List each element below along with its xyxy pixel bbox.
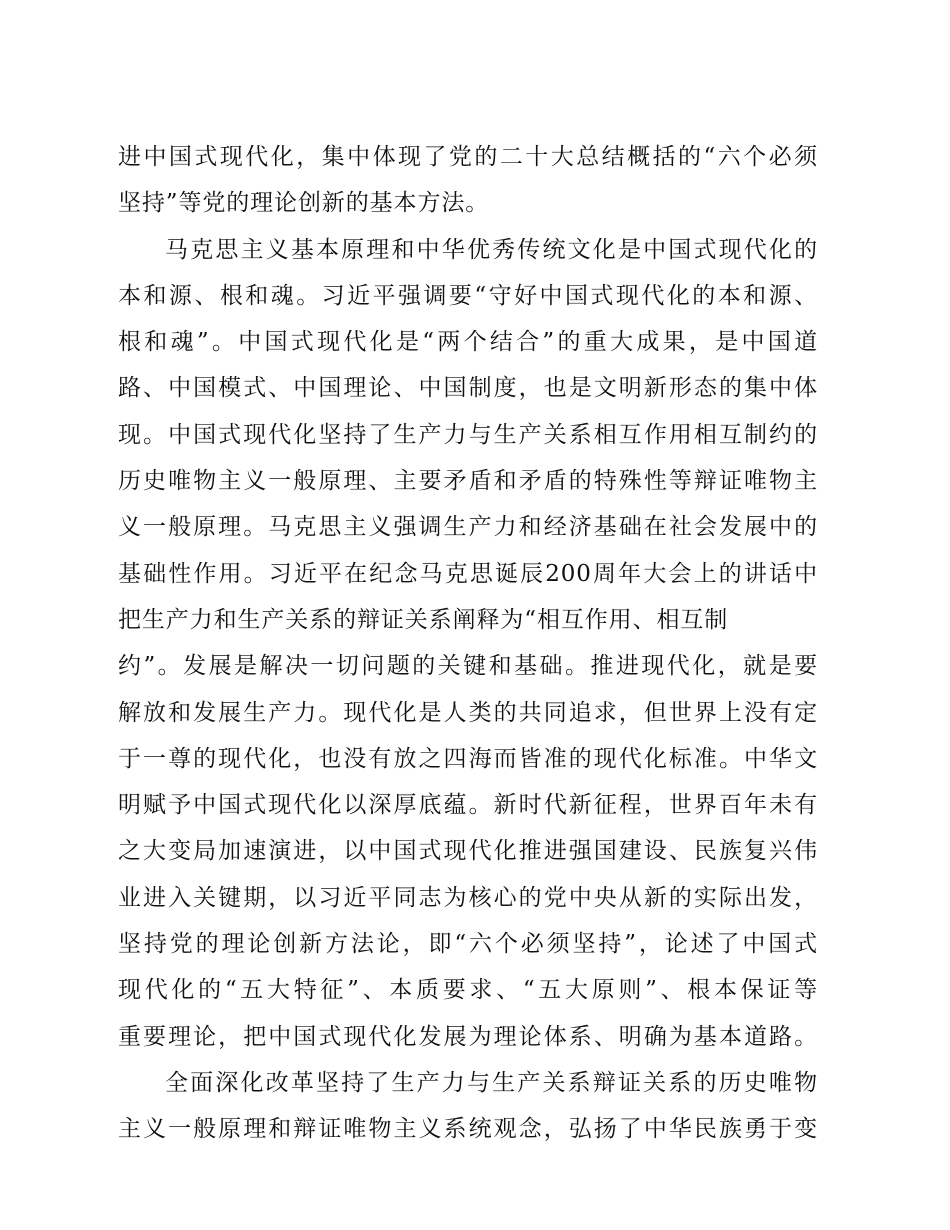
text-line: 重要理论，把中国式现代化发展为理论体系、明确为基本道路。 (118, 1023, 818, 1050)
text-line: 义一般原理。马克思主义强调生产力和经济基础在社会发展中的 (118, 514, 818, 541)
paragraph-first-line: 全面深化改革坚持了生产力与生产关系辩证关系的历史唯物 (165, 1069, 818, 1096)
text-line: 历史唯物主义一般原理、主要矛盾和矛盾的特殊性等辩证唯物主 (118, 468, 818, 495)
text-line: 路、中国模式、中国理论、中国制度，也是文明新形态的集中体 (118, 375, 818, 402)
text-line: 主义一般原理和辩证唯物主义系统观念，弘扬了中华民族勇于变 (118, 1116, 818, 1143)
text-line: 于一尊的现代化，也没有放之四海而皆准的现代化标准。中华文 (118, 745, 818, 772)
text-line: 解放和发展生产力。现代化是人类的共同追求，但世界上没有定 (118, 699, 818, 726)
text-line: 本和源、根和魂。习近平强调要“守好中国式现代化的本和源、 (118, 282, 818, 309)
text-line: 业进入关键期，以习近平同志为核心的党中央从新的实际出发， (118, 884, 818, 911)
text-line: 基础性作用。习近平在纪念马克思诞辰200周年大会上的讲话中 (118, 560, 818, 587)
text-line: 根和魂”。中国式现代化是“两个结合”的重大成果，是中国道 (118, 329, 818, 356)
text-line: 明赋予中国式现代化以深厚底蕴。新时代新征程，世界百年未有 (118, 792, 818, 819)
text-line: 约”。发展是解决一切问题的关键和基础。推进现代化，就是要 (118, 653, 818, 680)
body-text (118, 134, 818, 1153)
text-line: 现代化的“五大特征”、本质要求、“五大原则”、根本保证等 (118, 977, 818, 1004)
text-line: 把生产力和生产关系的辩证关系阐释为“相互作用、相互制 (118, 606, 729, 633)
paragraph-first-line: 马克思主义基本原理和中华优秀传统文化是中国式现代化的 (165, 236, 818, 263)
text-line: 之大变局加速演进，以中国式现代化推进强国建设、民族复兴伟 (118, 838, 818, 865)
text-line: 坚持党的理论创新方法论，即“六个必须坚持”，论述了中国式 (118, 931, 818, 958)
text-line: 现。中国式现代化坚持了生产力与生产关系相互作用相互制约的 (118, 421, 818, 448)
text-line: 进中国式现代化，集中体现了党的二十大总结概括的“六个必须 (118, 144, 818, 170)
text-line: 坚持”等党的理论创新的基本方法。 (118, 190, 490, 217)
